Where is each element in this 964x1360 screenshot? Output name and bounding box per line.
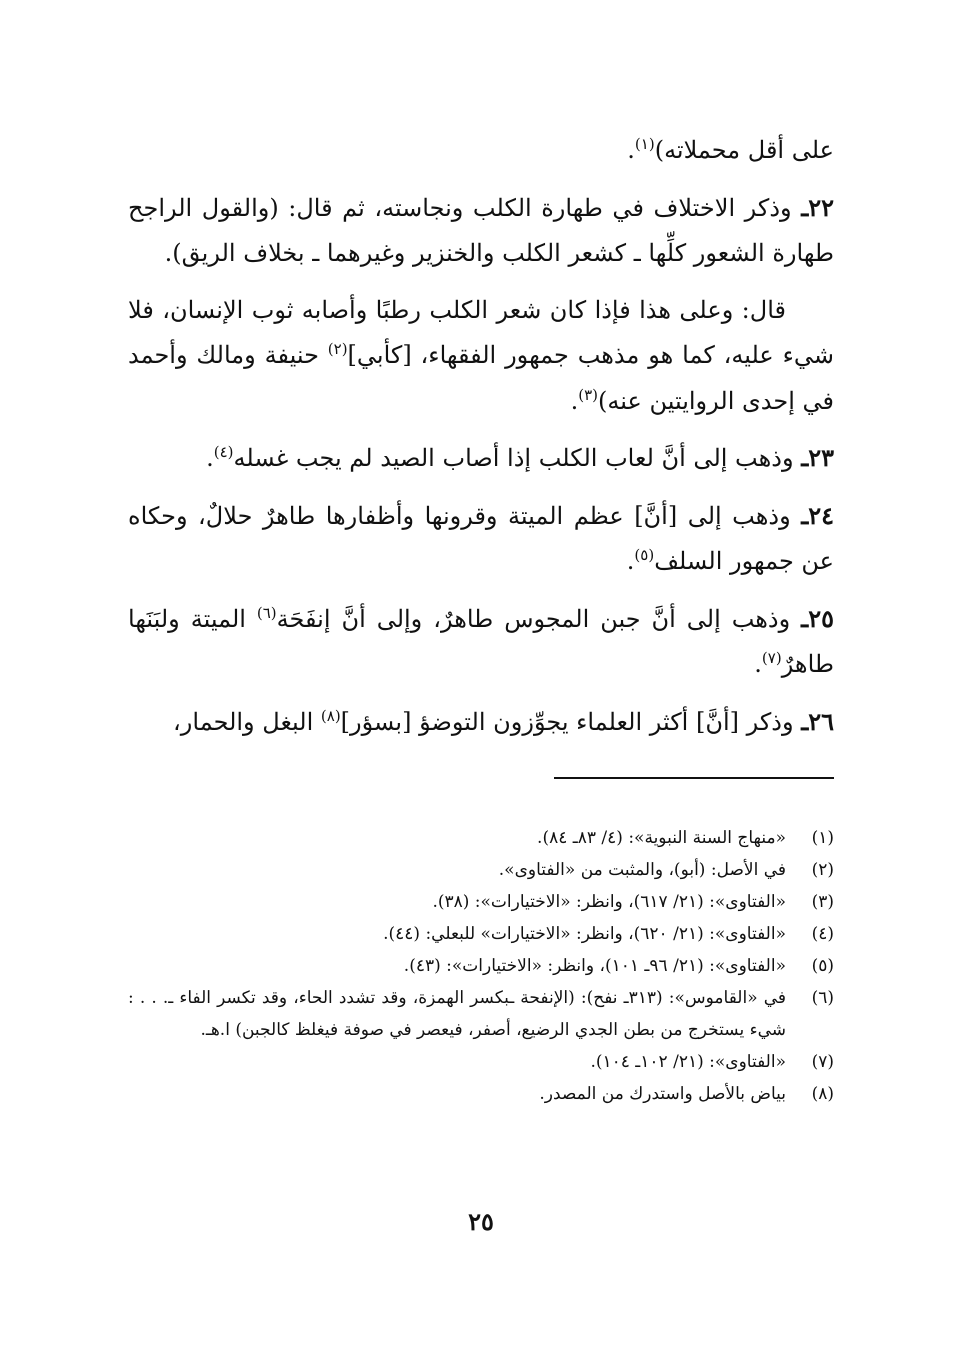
- paragraph-qal-text-a: قال: وعلى هذا فإذا كان شعر الكلب رطبًا وأصابه ثوب الإنسان، فلا شيء عليه، كما هو مذهب جمهور الفقهاء، [كأبي]: [128, 295, 834, 369]
- sentence-end: .: [626, 547, 635, 575]
- sentence-end: .: [754, 650, 762, 678]
- paragraph-24: [128, 493, 834, 585]
- paragraph-22-text: وذكر الاختلاف في طهارة الكلب ونجاسته، ثم قال: (والقول الراجح طهارة الشعور كلِّها ـ كشعر الكلب والخنزير وغيرهما ـ بخلاف الريق).: [128, 193, 834, 267]
- paragraph-22: [128, 185, 834, 277]
- paragraph-qal-text-b: حنيفة ومالك وأحمد في إحدى الروايتين عنه): [128, 341, 834, 415]
- paragraph-26-text-a: وذكر [أنَّ] أكثر العلماء يجوِّزون التوضؤ [بسؤر]: [340, 707, 794, 736]
- paragraph-24-text: وذهب إلى [أنَّ] عظم الميتة وقرونها وأظفارها طاهرٌ حلالٌ، وحكاه عن جمهور السلف: [128, 501, 834, 575]
- sentence-end: .: [570, 386, 579, 415]
- footnote-number: (٨): [811, 1084, 834, 1104]
- footnote: [128, 982, 834, 1046]
- footnote-text: بياض بالأصل واستدرك من المصدر.: [539, 1084, 786, 1104]
- footnote: [128, 886, 834, 918]
- paragraph-25-text-a: وذهب إلى أنَّ جبن المجوس طاهرٌ، وإلى أنَّ إنفَحَة: [276, 604, 791, 633]
- footnote: [128, 854, 834, 886]
- footnote-number: (٤): [811, 924, 834, 944]
- footnote-text: «الفتاوى»: (٢١/ ٦١٧)، وانظر: «الاختيارات»: (٣٨).: [432, 892, 786, 912]
- page-number: ٢٥: [468, 1207, 494, 1236]
- paragraph-23: [128, 435, 834, 482]
- paragraph-continuation: [128, 128, 834, 174]
- footnote: [128, 918, 834, 950]
- footnote-number: (٧): [811, 1052, 834, 1072]
- footnotes: [128, 822, 834, 1110]
- footnote-text: في الأصل: (أبو)، والمثبت من «الفتاوى».: [498, 860, 786, 880]
- footnote-ref-5: (٥): [634, 546, 655, 564]
- footnote-number: (٥): [811, 956, 834, 976]
- footnote: [128, 950, 834, 982]
- item-number-26: ٢٦ـ: [801, 706, 834, 736]
- book-page: [128, 128, 834, 1236]
- paragraph-23-text: وذهب إلى أنَّ لعاب الكلب إذا أصاب الصيد لم يجب غسله: [233, 444, 794, 472]
- item-number-25: ٢٥ـ: [801, 603, 834, 633]
- continuation-text: على أقل محملاته): [654, 136, 834, 164]
- footnote-text: «منهاج السنة النبوية»: (٤/ ٨٣ـ ٨٤).: [537, 828, 786, 848]
- footnote-ref-4: (٤): [213, 443, 234, 461]
- footnote-number: (٣): [811, 892, 834, 912]
- footnote-number: (٦): [811, 988, 834, 1008]
- sentence-end: .: [206, 444, 214, 472]
- paragraph-25: [128, 596, 834, 688]
- paragraph-qal: [128, 288, 834, 425]
- footnote-text: «الفتاوى»: (٢١/ ٩٦ـ ١٠١)، وانظر: «الاختيارات»: (٤٣).: [403, 956, 786, 976]
- footnote-separator: [554, 777, 834, 779]
- item-number-23: ٢٣ـ: [801, 443, 834, 472]
- footnote-number: (٢): [811, 860, 834, 880]
- footnote: [128, 1078, 834, 1110]
- footnote-ref-8: (٨): [320, 706, 341, 725]
- sentence-end: .: [627, 136, 635, 164]
- footnote-ref-1: (١): [634, 135, 655, 153]
- main-text: [128, 128, 834, 745]
- footnote-ref-6: (٦): [256, 603, 277, 622]
- paragraph-25-text-b: الميتة ولبَنَها طاهرٌ: [128, 604, 834, 678]
- footnote: [128, 822, 834, 854]
- footnote-ref-3: (٣): [578, 385, 599, 404]
- footnote-text: «الفتاوى»: (٢١/ ٦٢٠)، وانظر: «الاختيارات» للبعلي: (٤٤).: [383, 924, 786, 944]
- footnote-ref-2: (٢): [327, 340, 348, 358]
- footnote-number: (١): [811, 828, 834, 848]
- footnote-text: «الفتاوى»: (٢١/ ١٠٢ـ ١٠٤).: [590, 1052, 786, 1072]
- footnote-text: في «القاموس»: (٣١٣ـ نفح): (الإنفحة ـبكسر الهمزة، وقد تشدد الحاء، وقد تكسر الفاء ـ. . . : شيء يستخرج من بطن الجدي الرضيع، أصفر، فيعصر في صوفة فيغلظ كالجبن) ا.هـ.: [128, 988, 786, 1040]
- paragraph-26-text-b: البغل والحمار،: [173, 707, 314, 736]
- footnote-ref-7: (٧): [761, 649, 782, 667]
- item-number-22: ٢٢ـ: [801, 192, 834, 222]
- item-number-24: ٢٤ـ: [801, 500, 834, 530]
- paragraph-26: [128, 699, 834, 746]
- footnote: [128, 1046, 834, 1078]
